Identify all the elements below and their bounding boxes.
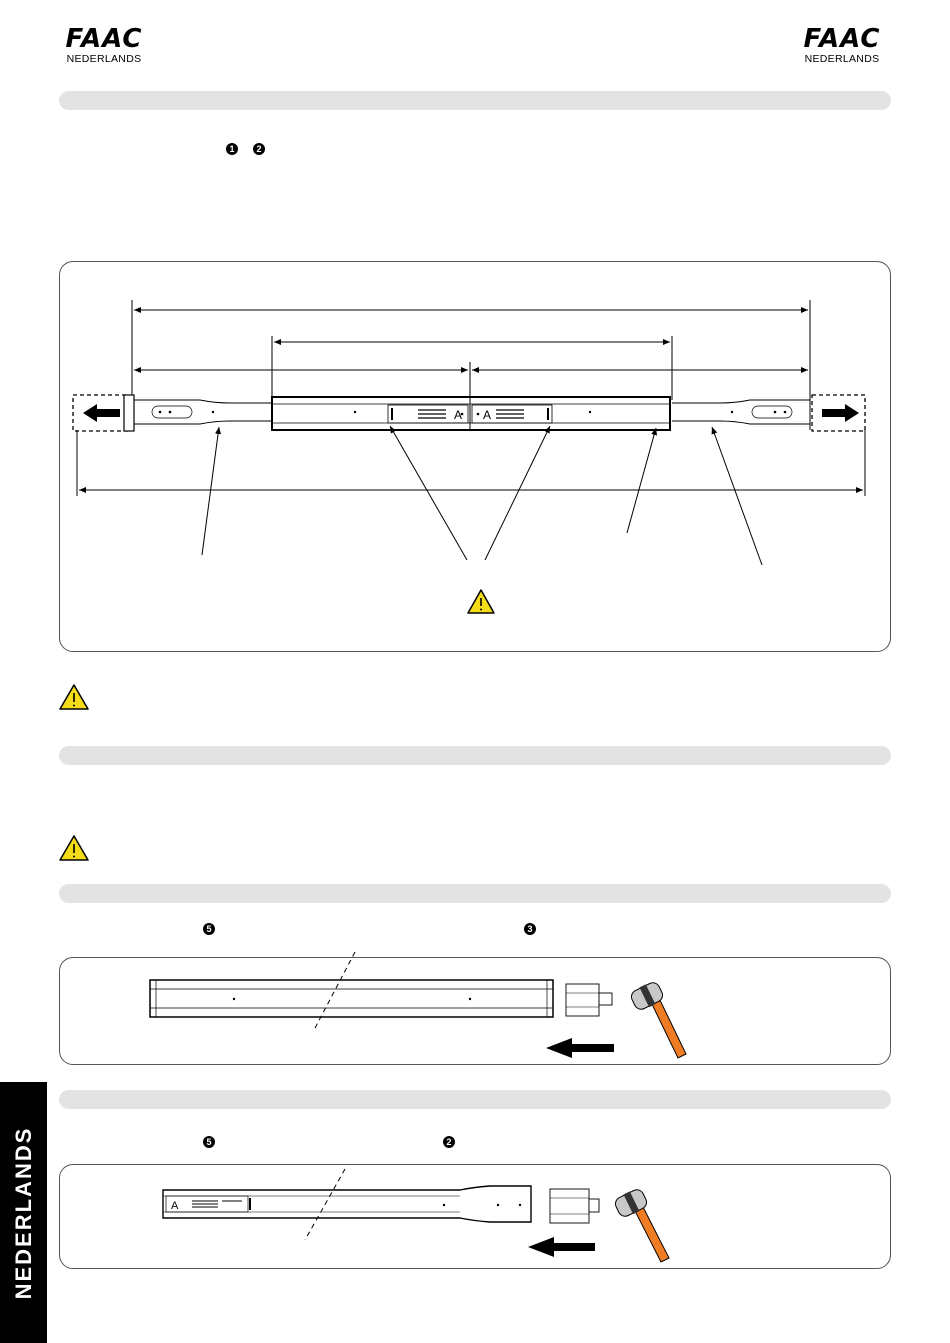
warning-triangle-icon — [60, 685, 88, 709]
step-marker: 2 — [253, 143, 265, 155]
step-marker: 2 — [443, 1136, 455, 1148]
warning-triangle-icon — [60, 836, 88, 860]
label-a-right: A — [483, 408, 492, 422]
arrow-left-icon — [83, 404, 120, 422]
faac-logo-mark: FAAC — [803, 24, 881, 54]
step-marker: 5 — [203, 1136, 215, 1148]
faac-logo-mark: FAAC — [65, 24, 143, 54]
end-cap-1 — [566, 984, 612, 1016]
end-cap-2 — [550, 1189, 599, 1223]
beam-profile-1 — [150, 952, 553, 1030]
step-marker: 1 — [226, 143, 238, 155]
step-marker: 3 — [524, 923, 536, 935]
leader-lines — [202, 426, 762, 565]
hammer-icon — [613, 1187, 669, 1262]
beam — [124, 395, 810, 431]
beam-profile-2 — [163, 1169, 531, 1240]
step-marker: 5 — [203, 923, 215, 935]
arrow-left-icon — [528, 1237, 595, 1257]
arrow-left-icon — [546, 1038, 614, 1058]
label-a-left: A — [454, 408, 463, 422]
language-side-tab — [0, 1082, 47, 1343]
logo-subtitle: NEDERLANDS — [66, 53, 142, 65]
language-side-tab-label: NEDERLANDS — [10, 1126, 36, 1299]
logo-subtitle: NEDERLANDS — [804, 53, 880, 65]
hammer-icon — [629, 980, 686, 1058]
warning-triangle-icon — [468, 590, 494, 613]
arrow-right-icon — [822, 404, 859, 422]
beam-label-lines — [192, 1201, 242, 1207]
svg-text:A: A — [171, 1200, 179, 1212]
